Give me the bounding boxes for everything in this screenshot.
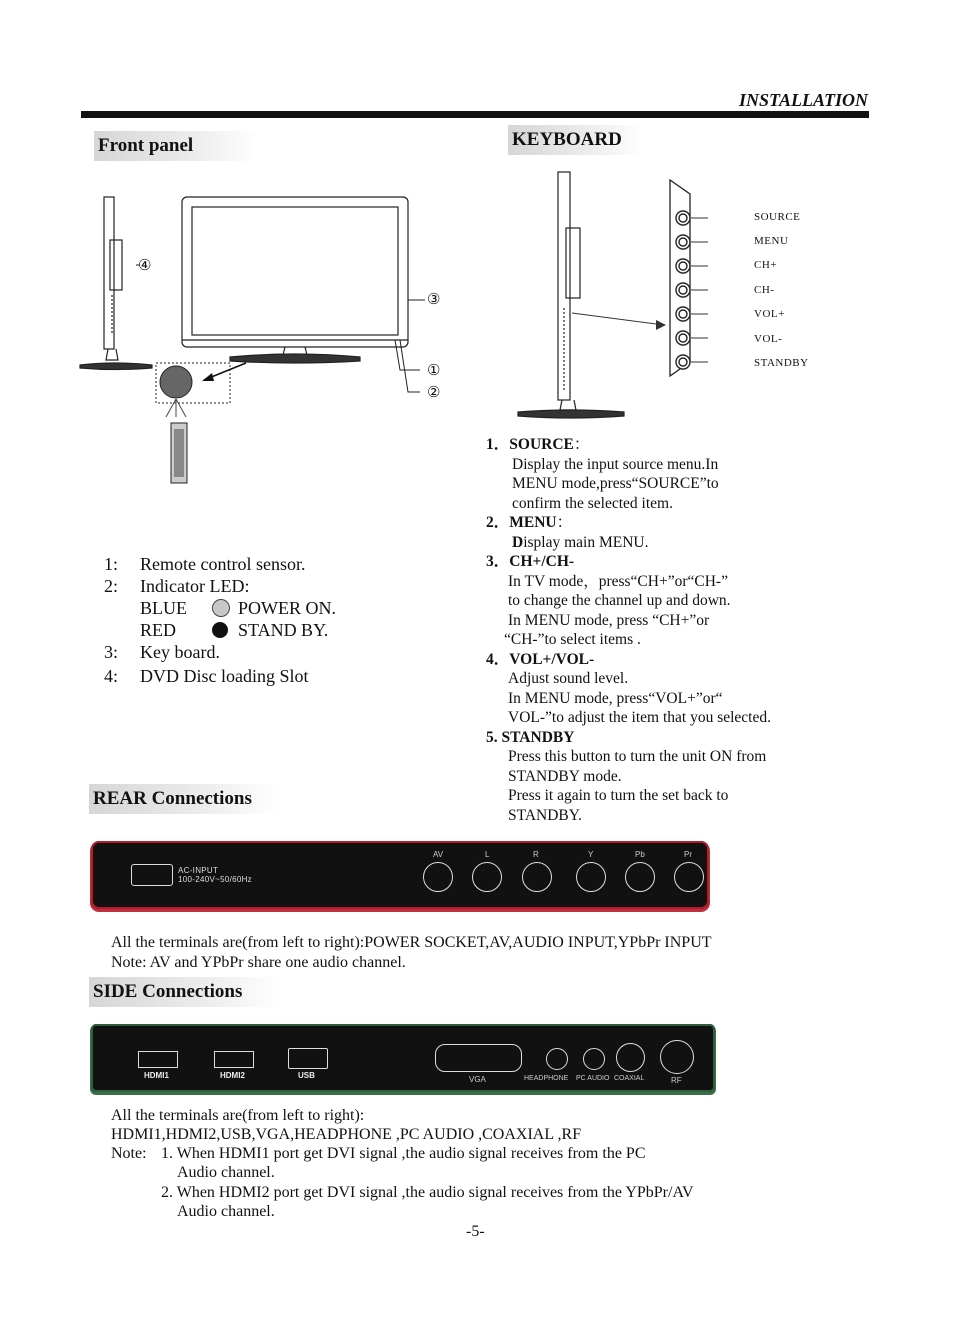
front-panel-legend — [104, 553, 336, 687]
usb-label: USB — [298, 1071, 315, 1080]
hdmi2-label: HDMI2 — [220, 1071, 245, 1080]
kb-item-menu: 2．MENU： Display main MENU. — [486, 514, 649, 551]
legend-item-3: 3: Key board. — [104, 642, 220, 662]
side-panel — [91, 1024, 715, 1092]
kb-item-standby: 5. STANDBY Press this button to turn the unit ON from STANDBY mode. Press it again to turn the set back to STANDBY. — [486, 728, 767, 824]
led-red-icon — [212, 622, 228, 638]
key-label-ch-down: CH- — [754, 284, 775, 296]
headphone-label: HEADPHONE — [524, 1075, 569, 1082]
side-note-1-cont: Audio channel. — [177, 1164, 275, 1181]
y-jack — [576, 862, 606, 892]
rf-jack — [660, 1040, 694, 1074]
key-label-standby: STANDBY — [754, 357, 809, 369]
key-label-vol-up: VOL+ — [754, 308, 785, 320]
page-number: -5- — [466, 1223, 485, 1240]
jack-label-av: AV — [433, 850, 444, 859]
keyboard-illustration — [510, 168, 710, 428]
key-label-source: SOURCE — [754, 211, 801, 223]
section-header: INSTALLATION — [738, 90, 868, 110]
pr-jack — [674, 862, 704, 892]
vga-port — [435, 1044, 522, 1072]
side-note-2: 2. When HDMI2 port get DVI signal ,the audio signal receives from the YPbPr/AV — [161, 1184, 694, 1201]
ac-input-socket — [131, 864, 173, 886]
led-blue-row: BLUE POWER ON. — [140, 598, 336, 618]
pb-jack — [625, 862, 655, 892]
jack-label-r: R — [533, 850, 539, 859]
tv-front-view — [182, 197, 408, 363]
headphone-jack — [546, 1048, 568, 1070]
key-label-menu: MENU — [754, 235, 789, 247]
key-label-vol-down: VOL- — [754, 333, 783, 345]
callout-1: ① — [427, 363, 441, 379]
keypad-panel — [670, 180, 690, 376]
pc-audio-label: PC AUDIO — [576, 1075, 610, 1082]
rear-description: All the terminals are(from left to right):POWER SOCKET,AV,AUDIO INPUT,YPbPr INPUT — [111, 934, 712, 951]
side-description-2: HDMI1,HDMI2,USB,VGA,HEADPHONE ,PC AUDIO ,COAXIAL ,RF — [111, 1126, 582, 1143]
side-note-2-cont: Audio channel. — [177, 1203, 275, 1220]
pc-audio-jack — [583, 1048, 605, 1070]
hdmi2-port — [214, 1051, 254, 1068]
jack-label-pr: Pr — [684, 850, 692, 859]
rear-note: Note: AV and YPbPr share one audio channel. — [111, 954, 406, 971]
coaxial-label: COAXIAL — [614, 1075, 645, 1082]
ac-input-label: AC-INPUT 100-240V~50/60Hz — [178, 866, 252, 884]
tv-side-profile — [518, 172, 624, 418]
legend-item-2: 2: Indicator LED: — [104, 576, 250, 596]
led-blue-icon — [212, 599, 230, 617]
remote-control — [166, 399, 187, 483]
front-panel-heading: Front panel — [94, 131, 258, 161]
audio-l-jack — [472, 862, 502, 892]
callout-4: ④ — [138, 258, 152, 274]
front-panel-illustration — [70, 185, 450, 495]
legend-item-1: 1: Remote control sensor. — [104, 554, 306, 574]
header-rule — [81, 111, 869, 118]
jack-label-l: L — [485, 850, 490, 859]
rf-label: RF — [671, 1076, 682, 1085]
keyboard-heading: KEYBOARD — [508, 125, 642, 155]
keypad-buttons — [676, 211, 690, 369]
kb-item-channel: 3．CH+/CH- In TV mode，press“CH+”or“CH-” to change the channel up and down. In MENU mode, press “CH+”or “CH-”to select items . — [486, 553, 731, 648]
side-note-label: Note: — [111, 1145, 147, 1162]
kb-item-source: 1．SOURCE： Display the input source menu.In MENU mode,press“SOURCE”to confirm the selected item. — [486, 436, 719, 512]
side-note-1: 1. When HDMI1 port get DVI signal ,the audio signal receives from the PC — [161, 1145, 646, 1162]
usb-port — [288, 1048, 328, 1069]
led-red-row: RED STAND BY. — [140, 620, 329, 640]
hdmi1-label: HDMI1 — [144, 1071, 169, 1080]
side-connections-heading: SIDE Connections — [89, 977, 278, 1007]
remote-sensor — [160, 366, 192, 398]
callout-2: ② — [427, 385, 441, 401]
kb-item-volume: 4．VOL+/VOL- Adjust sound level. In MENU mode, press“VOL+”or“ VOL-”to adjust the item that you selected. — [486, 650, 771, 726]
tv-side-view — [80, 197, 152, 370]
keyboard-descriptions — [486, 435, 846, 825]
audio-r-jack — [522, 862, 552, 892]
jack-label-pb: Pb — [635, 850, 645, 859]
jack-label-y: Y — [588, 850, 594, 859]
legend-item-4: 4: DVD Disc loading Slot — [104, 666, 309, 686]
side-description-1: All the terminals are(from left to right): — [111, 1107, 365, 1124]
vga-label: VGA — [469, 1075, 486, 1084]
callout-3: ③ — [427, 292, 441, 308]
coaxial-jack — [616, 1043, 645, 1072]
rear-connections-heading: REAR Connections — [89, 784, 278, 814]
hdmi1-port — [138, 1051, 178, 1068]
rear-panel — [91, 841, 709, 909]
key-label-ch-up: CH+ — [754, 259, 777, 271]
av-jack — [423, 862, 453, 892]
